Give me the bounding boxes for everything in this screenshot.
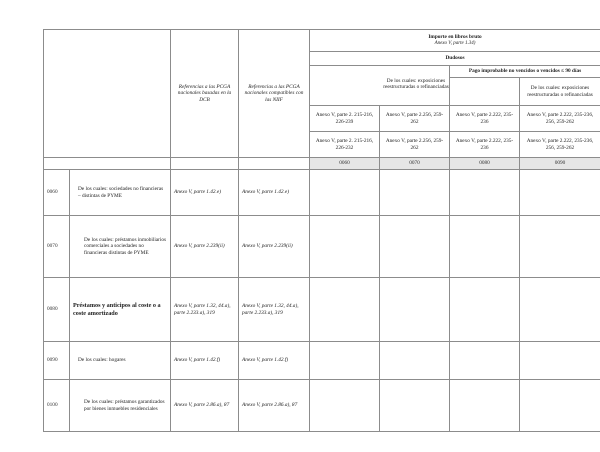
col-code-0070: 0070 <box>380 158 450 170</box>
dcb-ref-0080: Anexo V, parte 2.222, 235-236 <box>450 106 520 132</box>
ref-niif-header: Referencias a las PCGA nacionales compatibles con las NIIF <box>239 30 310 158</box>
value-cell[interactable] <box>380 342 450 380</box>
row-label: De los cuales: préstamos garantizados por bienes inmuebles residenciales <box>70 380 171 432</box>
value-cell[interactable] <box>310 380 380 432</box>
col-code-0060: 0060 <box>310 158 380 170</box>
row-niif-ref: Anexo V, parte 2.86.a), 87 <box>239 380 310 432</box>
pago-improbable-header: Pago improbable no vencidos o vencidos ≤ 90 días <box>450 66 600 78</box>
row-label: De los cuales: préstamos inmobiliarios comerciales a sociedades no financieras distintas de PYME <box>70 216 171 278</box>
niif-ref-0060: Anexo V, parte 2. 215-216, 226-232 <box>310 132 380 158</box>
value-cell[interactable] <box>380 216 450 278</box>
table-row <box>44 380 600 432</box>
col-code-0080: 0080 <box>450 158 520 170</box>
dcb-ref-0060: Anexo V, parte 2. 215-216, 226-239 <box>310 106 380 132</box>
value-cell[interactable] <box>520 380 600 432</box>
value-cell[interactable] <box>520 216 600 278</box>
empty-code-cell-c <box>239 158 310 170</box>
table-row <box>44 278 600 342</box>
gross-amount-title: Importe en libros bruto <box>428 34 482 41</box>
value-cell[interactable] <box>310 342 380 380</box>
col-code-0090: 0090 <box>520 158 600 170</box>
value-cell[interactable] <box>450 170 520 216</box>
value-cell[interactable] <box>520 170 600 216</box>
row-niif-ref: Anexo V, parte 2.239(ii) <box>239 216 310 278</box>
dcb-ref-0070: Anexo V, parte 2.256, 259-262 <box>380 106 450 132</box>
reestructuradas-header-a: De los cuales: exposiciones reestructuradas o refinanciadas <box>383 78 449 91</box>
reporting-template-table <box>43 29 600 432</box>
row-niif-ref: Anexo V, parte 1.42.f) <box>239 342 310 380</box>
value-cell[interactable] <box>380 278 450 342</box>
niif-ref-0070: Anexo V, parte 2.256, 259-262 <box>380 132 450 158</box>
empty-corner-cell <box>44 30 171 158</box>
niif-ref-0090: Anexo V, parte 2.222, 235-236, 256, 259-262 <box>520 132 600 158</box>
row-code: 0070 <box>44 216 70 278</box>
niif-ref-0080: Anexo V, parte 2.222, 235-236 <box>450 132 520 158</box>
row-code: 0060 <box>44 170 70 216</box>
row-niif-ref: Anexo V, parte 1.42.e) <box>239 170 310 216</box>
row-code: 0080 <box>44 278 70 342</box>
empty-code-cell-b <box>171 158 239 170</box>
table-row <box>44 342 600 380</box>
row-label: Préstamos y anticipos al coste o a coste amortizado <box>70 278 171 342</box>
table-row <box>44 170 600 216</box>
value-cell[interactable] <box>450 278 520 342</box>
value-cell[interactable] <box>310 216 380 278</box>
table-row <box>44 216 600 278</box>
reestructuradas-header-b: De los cuales: exposiciones reestructuradas o refinanciadas <box>520 78 600 106</box>
row-dcb-ref: Anexo V, parte 1.42.f) <box>171 342 239 380</box>
dcb-ref-0090: Anexo V, parte 2.222, 235-236, 256, 259-262 <box>520 106 600 132</box>
row-dcb-ref: Anexo V, parte 2.239(ii) <box>171 216 239 278</box>
value-cell[interactable] <box>520 278 600 342</box>
value-cell[interactable] <box>450 380 520 432</box>
row-code: 0100 <box>44 380 70 432</box>
row-dcb-ref: Anexo V, parte 2.86.a), 87 <box>171 380 239 432</box>
dudosos-header: Dudosos <box>310 52 600 66</box>
gross-amount-header <box>310 30 600 52</box>
value-cell[interactable] <box>520 342 600 380</box>
row-label: De los cuales: sociedades no financieras – distintas de PYME <box>70 170 171 216</box>
empty-code-cell-a <box>44 158 171 170</box>
row-code: 0090 <box>44 342 70 380</box>
value-cell[interactable] <box>380 170 450 216</box>
empty-pago-cell <box>450 78 520 106</box>
row-dcb-ref: Anexo V, parte 1.32, 44.a), parte 2.233.a), 319 <box>171 278 239 342</box>
value-cell[interactable] <box>450 342 520 380</box>
row-label: De los cuales: hogares <box>70 342 171 380</box>
row-dcb-ref: Anexo V, parte 1.42.e) <box>171 170 239 216</box>
value-cell[interactable] <box>450 216 520 278</box>
value-cell[interactable] <box>310 170 380 216</box>
value-cell[interactable] <box>310 278 380 342</box>
value-cell[interactable] <box>380 380 450 432</box>
gross-amount-subtitle: Anexo V, parte 1.34) <box>434 40 476 46</box>
row-niif-ref: Anexo V, parte 1.32, 44.a), parte 2.233.a), 319 <box>239 278 310 342</box>
ref-dcb-header: Referencias a las PCGA nacionales basadas en la DCB <box>171 30 239 158</box>
